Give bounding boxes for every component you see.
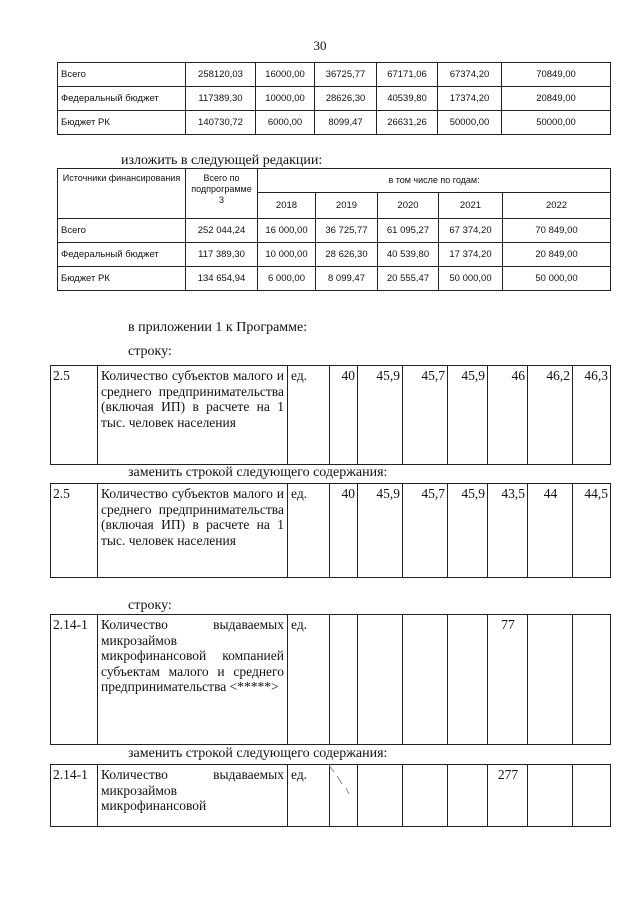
- table-header-row: [58, 169, 611, 193]
- row-label: Бюджет РК: [58, 267, 186, 291]
- indicator-name: Количество выдаваемых микрозаймов микрофинансовой: [98, 765, 288, 827]
- indicator-value: [528, 765, 573, 827]
- cell: 50 000,00: [439, 267, 503, 291]
- cell: 36725,77: [315, 63, 377, 87]
- indicator-name: Количество субъектов малого и среднего предпринимательства (включая ИП) в расчете на 1 тыс. человек населения: [98, 366, 288, 465]
- table-row: [58, 267, 611, 291]
- page-number: 30: [313, 38, 327, 53]
- paragraph-appendix: в приложении 1 к Программе:: [128, 320, 308, 335]
- cell: 40539,80: [377, 87, 438, 111]
- indicator-unit: ед.: [288, 484, 330, 578]
- indicator-value: [448, 765, 488, 827]
- table-row: [58, 111, 611, 135]
- cell: 10 000,00: [258, 243, 316, 267]
- cell: 8099,47: [315, 111, 377, 135]
- header-years: в том числе по годам:: [258, 169, 611, 193]
- indicator-number: 2.5: [51, 366, 98, 465]
- cell: 28626,30: [315, 87, 377, 111]
- indicator-value: 45,7: [403, 484, 448, 578]
- cell: 258120,03: [186, 63, 256, 87]
- indicator-value: 46,2: [528, 366, 573, 465]
- cell: 50000,00: [438, 111, 502, 135]
- indicator-value: 40: [330, 366, 358, 465]
- cell: 67374,20: [438, 63, 502, 87]
- table-row: [58, 63, 611, 87]
- indicator-value: 43,5: [488, 484, 528, 578]
- indicator-value: [573, 615, 611, 745]
- pencil-mark: [325, 758, 355, 803]
- cell: 17 374,20: [439, 243, 503, 267]
- indicator-value: 46,3: [573, 366, 611, 465]
- cell: 6 000,00: [258, 267, 316, 291]
- table-row: [58, 87, 611, 111]
- indicator-value: 45,9: [448, 366, 488, 465]
- indicator-value: [358, 765, 403, 827]
- cell: 67171,06: [377, 63, 438, 87]
- finance-table-new: [57, 168, 611, 291]
- indicator-value: [528, 615, 573, 745]
- indicator-value: 45,7: [403, 366, 448, 465]
- cell: 70849,00: [502, 63, 611, 87]
- cell: 20849,00: [502, 87, 611, 111]
- cell: 36 725,77: [316, 219, 378, 243]
- year-header: 2020: [378, 193, 439, 219]
- cell: 26631,26: [377, 111, 438, 135]
- header-total: Всего по подпрограмме 3: [186, 169, 258, 219]
- cell: 20 849,00: [503, 243, 611, 267]
- cell: 252 044,24: [186, 219, 258, 243]
- row-label: Всего: [58, 63, 186, 87]
- indicator-value: 45,9: [358, 484, 403, 578]
- paragraph-row-label-2: строку:: [128, 598, 172, 613]
- indicator-unit: ед.: [288, 366, 330, 465]
- indicator-value: 45,9: [448, 484, 488, 578]
- cell: 10000,00: [256, 87, 315, 111]
- indicator-value: 277: [488, 765, 528, 827]
- indicator-value: 44,5: [573, 484, 611, 578]
- year-header: 2018: [258, 193, 316, 219]
- table-row: [51, 484, 611, 578]
- indicator-value: [358, 615, 403, 745]
- table-row: [58, 243, 611, 267]
- header-source: Источники финансирования: [58, 169, 186, 219]
- cell: 8 099,47: [316, 267, 378, 291]
- indicator-value: 46: [488, 366, 528, 465]
- cell: 70 849,00: [503, 219, 611, 243]
- cell: 17374,20: [438, 87, 502, 111]
- cell: 16 000,00: [258, 219, 316, 243]
- indicator-table-2-5-new: [50, 483, 611, 578]
- finance-table-old: [57, 62, 611, 135]
- table-row: [51, 615, 611, 745]
- indicator-unit: ед.: [288, 615, 330, 745]
- indicator-value: 77: [488, 615, 528, 745]
- indicator-number: 2.5: [51, 484, 98, 578]
- indicator-value: [448, 615, 488, 745]
- row-label: Федеральный бюджет: [58, 87, 186, 111]
- paragraph-row-label-1: строку:: [128, 344, 172, 359]
- indicator-value: [403, 765, 448, 827]
- paragraph-replace-2: заменить строкой следующего содержания:: [128, 746, 388, 761]
- row-label: Всего: [58, 219, 186, 243]
- indicator-number: 2.14-1: [51, 615, 98, 745]
- indicator-table-2-14-1-old: [50, 614, 611, 745]
- paragraph-replace-1: заменить строкой следующего содержания:: [128, 465, 388, 480]
- paragraph-new-edition: изложить в следующей редакции:: [121, 153, 323, 168]
- cell: 67 374,20: [439, 219, 503, 243]
- indicator-value: 44: [528, 484, 573, 578]
- indicator-unit: ед.: [288, 765, 330, 827]
- indicator-value: 45,9: [358, 366, 403, 465]
- cell: 50000,00: [502, 111, 611, 135]
- cell: 61 095,27: [378, 219, 439, 243]
- cell: 40 539,80: [378, 243, 439, 267]
- cell: 50 000,00: [503, 267, 611, 291]
- indicator-value: [330, 615, 358, 745]
- cell: 28 626,30: [316, 243, 378, 267]
- table-row: [58, 219, 611, 243]
- year-header: 2021: [439, 193, 503, 219]
- cell: 117 389,30: [186, 243, 258, 267]
- cell: 20 555,47: [378, 267, 439, 291]
- row-label: Федеральный бюджет: [58, 243, 186, 267]
- indicator-value: 40: [330, 484, 358, 578]
- table-row: [51, 366, 611, 465]
- cell: 140730,72: [186, 111, 256, 135]
- year-header: 2019: [316, 193, 378, 219]
- indicator-number: 2.14-1: [51, 765, 98, 827]
- cell: 117389,30: [186, 87, 256, 111]
- indicator-value: [403, 615, 448, 745]
- indicator-table-2-5-old: [50, 365, 611, 465]
- row-label: Бюджет РК: [58, 111, 186, 135]
- cell: 6000,00: [256, 111, 315, 135]
- indicator-value: [573, 765, 611, 827]
- indicator-name: Количество выдаваемых микрозаймов микрофинансовой компанией субъектам малого и среднего предпринимательства <*****>: [98, 615, 288, 745]
- indicator-name: Количество субъектов малого и среднего предпринимательства (включая ИП) в расчете на 1 тыс. человек населения: [98, 484, 288, 578]
- cell: 134 654,94: [186, 267, 258, 291]
- year-header: 2022: [503, 193, 611, 219]
- cell: 16000,00: [256, 63, 315, 87]
